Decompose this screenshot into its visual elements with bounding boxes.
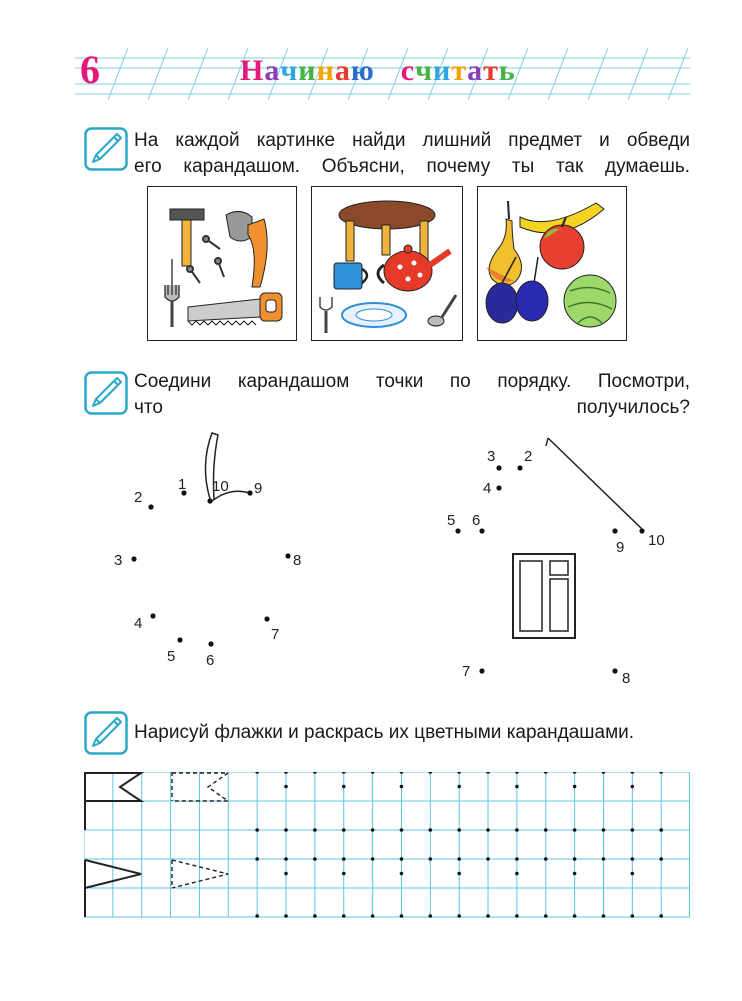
guide-dot: [284, 914, 288, 918]
title-letter: ч: [415, 54, 434, 87]
title-letter: ю: [350, 54, 375, 87]
kitchen-picture[interactable]: [311, 186, 463, 341]
puzzle2-dot-8[interactable]: [612, 668, 617, 673]
title-word-1: [240, 56, 375, 86]
puzzle2-label-4: 4: [483, 480, 492, 497]
title-letter: с: [400, 54, 416, 87]
guide-dot: [573, 914, 577, 918]
flag-grid[interactable]: [84, 772, 690, 918]
guide-dot: [659, 857, 663, 861]
puzzle1-label-6: 6: [206, 652, 215, 669]
guide-dot: [631, 872, 635, 876]
title-letter: и: [298, 54, 317, 87]
guide-dot: [400, 828, 404, 832]
guide-dot: [457, 872, 461, 876]
guide-dot: [313, 857, 317, 861]
guide-dot: [255, 914, 259, 918]
dot-puzzle-1[interactable]: [100, 425, 330, 680]
guide-dot: [457, 785, 461, 789]
puzzle1-label-3: 3: [114, 552, 123, 569]
guide-dot: [313, 828, 317, 832]
guide-dot: [342, 828, 346, 832]
puzzle1-label-10: 10: [212, 478, 229, 495]
title-letter: т: [483, 54, 499, 87]
title-letter: Н: [240, 54, 265, 87]
puzzle2-label-7: 7: [462, 663, 471, 680]
guide-dot: [429, 772, 433, 774]
guide-dot: [573, 828, 577, 832]
guide-dot: [400, 914, 404, 918]
tools-illustration: [148, 187, 296, 340]
guide-dot: [284, 872, 288, 876]
guide-dot: [544, 772, 548, 774]
puzzle2-dot-10[interactable]: [639, 528, 644, 533]
title-letter: а: [334, 54, 351, 87]
guide-dot: [573, 857, 577, 861]
guide-dot: [429, 828, 433, 832]
fruits-picture[interactable]: [477, 186, 627, 341]
guide-dot: [631, 914, 635, 918]
guide-dot: [659, 772, 663, 774]
puzzle1-dot-4[interactable]: [150, 613, 155, 618]
puzzle2-dot-3[interactable]: [496, 465, 501, 470]
guide-dot: [486, 914, 490, 918]
page-number: 6: [80, 47, 100, 92]
puzzle1-label-2: 2: [134, 489, 143, 506]
puzzle2-label-10: 10: [648, 532, 665, 549]
pencil-icon: [84, 127, 128, 171]
puzzle2-dot-4[interactable]: [496, 485, 501, 490]
guide-dot: [371, 914, 375, 918]
title-letter: а: [467, 54, 484, 87]
guide-dot: [457, 828, 461, 832]
puzzle1-dot-3[interactable]: [131, 556, 136, 561]
pencil-icon: [84, 711, 128, 755]
guide-dot: [400, 772, 404, 774]
guide-dot: [631, 772, 635, 774]
guide-dot: [255, 857, 259, 861]
puzzle1-label-9: 9: [254, 480, 263, 497]
guide-dot: [573, 872, 577, 876]
guide-dot: [342, 772, 346, 774]
guide-dot: [400, 785, 404, 789]
tools-picture[interactable]: [147, 186, 297, 341]
title-letter: ь: [498, 54, 516, 87]
guide-dot: [486, 772, 490, 774]
guide-dot: [544, 828, 548, 832]
guide-dot: [515, 872, 519, 876]
title-letter: ч: [280, 54, 299, 87]
puzzle2-dot-5[interactable]: [455, 528, 460, 533]
puzzle1-dot-10[interactable]: [207, 498, 212, 503]
guide-dot: [659, 828, 663, 832]
guide-dot: [284, 828, 288, 832]
guide-dot: [515, 772, 519, 774]
puzzle2-dot-7[interactable]: [479, 668, 484, 673]
title-word-2: [401, 56, 516, 86]
guide-dot: [400, 857, 404, 861]
puzzle2-label-9: 9: [616, 539, 625, 556]
guide-dot: [659, 914, 663, 918]
puzzle1-label-1: 1: [178, 476, 187, 493]
guide-dot: [573, 772, 577, 774]
guide-dot: [631, 828, 635, 832]
guide-dot: [515, 857, 519, 861]
guide-dot: [342, 872, 346, 876]
guide-dot: [544, 914, 548, 918]
guide-dot: [544, 857, 548, 861]
puzzle1-label-4: 4: [134, 615, 143, 632]
title-letter: т: [451, 54, 468, 87]
guide-dot: [284, 785, 288, 789]
page-title: [240, 56, 516, 86]
puzzle2-dot-9[interactable]: [612, 528, 617, 533]
flag-dashed-2: [172, 860, 228, 888]
puzzle1-dot-8[interactable]: [285, 553, 290, 558]
guide-dot: [371, 857, 375, 861]
guide-dot: [313, 914, 317, 918]
guide-dot: [602, 914, 606, 918]
fruits-illustration: [478, 187, 626, 340]
task1-line2: его карандашом. Объясни, почему ты так думаешь.: [134, 156, 690, 177]
puzzle1-label-8: 8: [293, 552, 302, 569]
puzzle2-dot-2[interactable]: [517, 465, 522, 470]
flag-dashed-1: [172, 772, 228, 801]
guide-dot: [602, 857, 606, 861]
guide-dot: [515, 785, 519, 789]
puzzle1-label-7: 7: [271, 626, 280, 643]
guide-dot: [486, 828, 490, 832]
guide-dot: [429, 857, 433, 861]
guide-dot: [486, 857, 490, 861]
guide-dot: [342, 785, 346, 789]
puzzle1-dot-7[interactable]: [264, 616, 269, 621]
puzzle1-label-5: 5: [167, 648, 176, 665]
guide-dot: [515, 914, 519, 918]
guide-dot: [602, 772, 606, 774]
puzzle1-dot-9[interactable]: [247, 490, 252, 495]
puzzle1-dot-5[interactable]: [177, 637, 182, 642]
guide-dot: [400, 872, 404, 876]
guide-dot: [631, 785, 635, 789]
pencil-icon: [84, 371, 128, 415]
puzzle2-label-8: 8: [622, 670, 631, 687]
guide-dot: [255, 828, 259, 832]
task3-instructions: Нарисуй флажки и раскрась их цветными карандашами.: [134, 722, 635, 743]
guide-dot: [457, 914, 461, 918]
guide-dot: [602, 828, 606, 832]
guide-dot: [515, 828, 519, 832]
puzzle2-label-2: 2: [524, 448, 533, 465]
puzzle2-label-5: 5: [447, 512, 456, 529]
puzzle2-label-3: 3: [487, 448, 496, 465]
title-letter: н: [316, 54, 335, 87]
guide-dot: [573, 785, 577, 789]
guide-dot: [342, 857, 346, 861]
guide-dot: [255, 772, 259, 774]
guide-dot: [371, 828, 375, 832]
puzzle2-dot-6[interactable]: [479, 528, 484, 533]
guide-dot: [371, 772, 375, 774]
guide-dot: [284, 772, 288, 774]
guide-dot: [313, 772, 317, 774]
guide-dot: [631, 857, 635, 861]
guide-dot: [284, 857, 288, 861]
guide-dot: [429, 914, 433, 918]
task2-line1: Соедини карандашом точки по порядку. Посмотри,: [134, 371, 690, 392]
task1-instructions: [134, 128, 690, 180]
title-letter: а: [264, 54, 281, 87]
task2-instructions: [134, 369, 690, 421]
guide-dot: [342, 914, 346, 918]
puzzle1-dot-6[interactable]: [208, 641, 213, 646]
task1-line1: На каждой картинке найди лишний предмет и обведи: [134, 130, 690, 151]
dot-puzzle-2[interactable]: [440, 425, 680, 690]
kitchen-illustration: [312, 187, 462, 340]
puzzle1-dot-2[interactable]: [148, 504, 153, 509]
guide-dot: [457, 857, 461, 861]
task2-line2: что получилось?: [134, 397, 690, 418]
puzzle2-label-6: 6: [472, 512, 481, 529]
guide-dot: [457, 772, 461, 774]
title-letter: и: [433, 54, 452, 87]
